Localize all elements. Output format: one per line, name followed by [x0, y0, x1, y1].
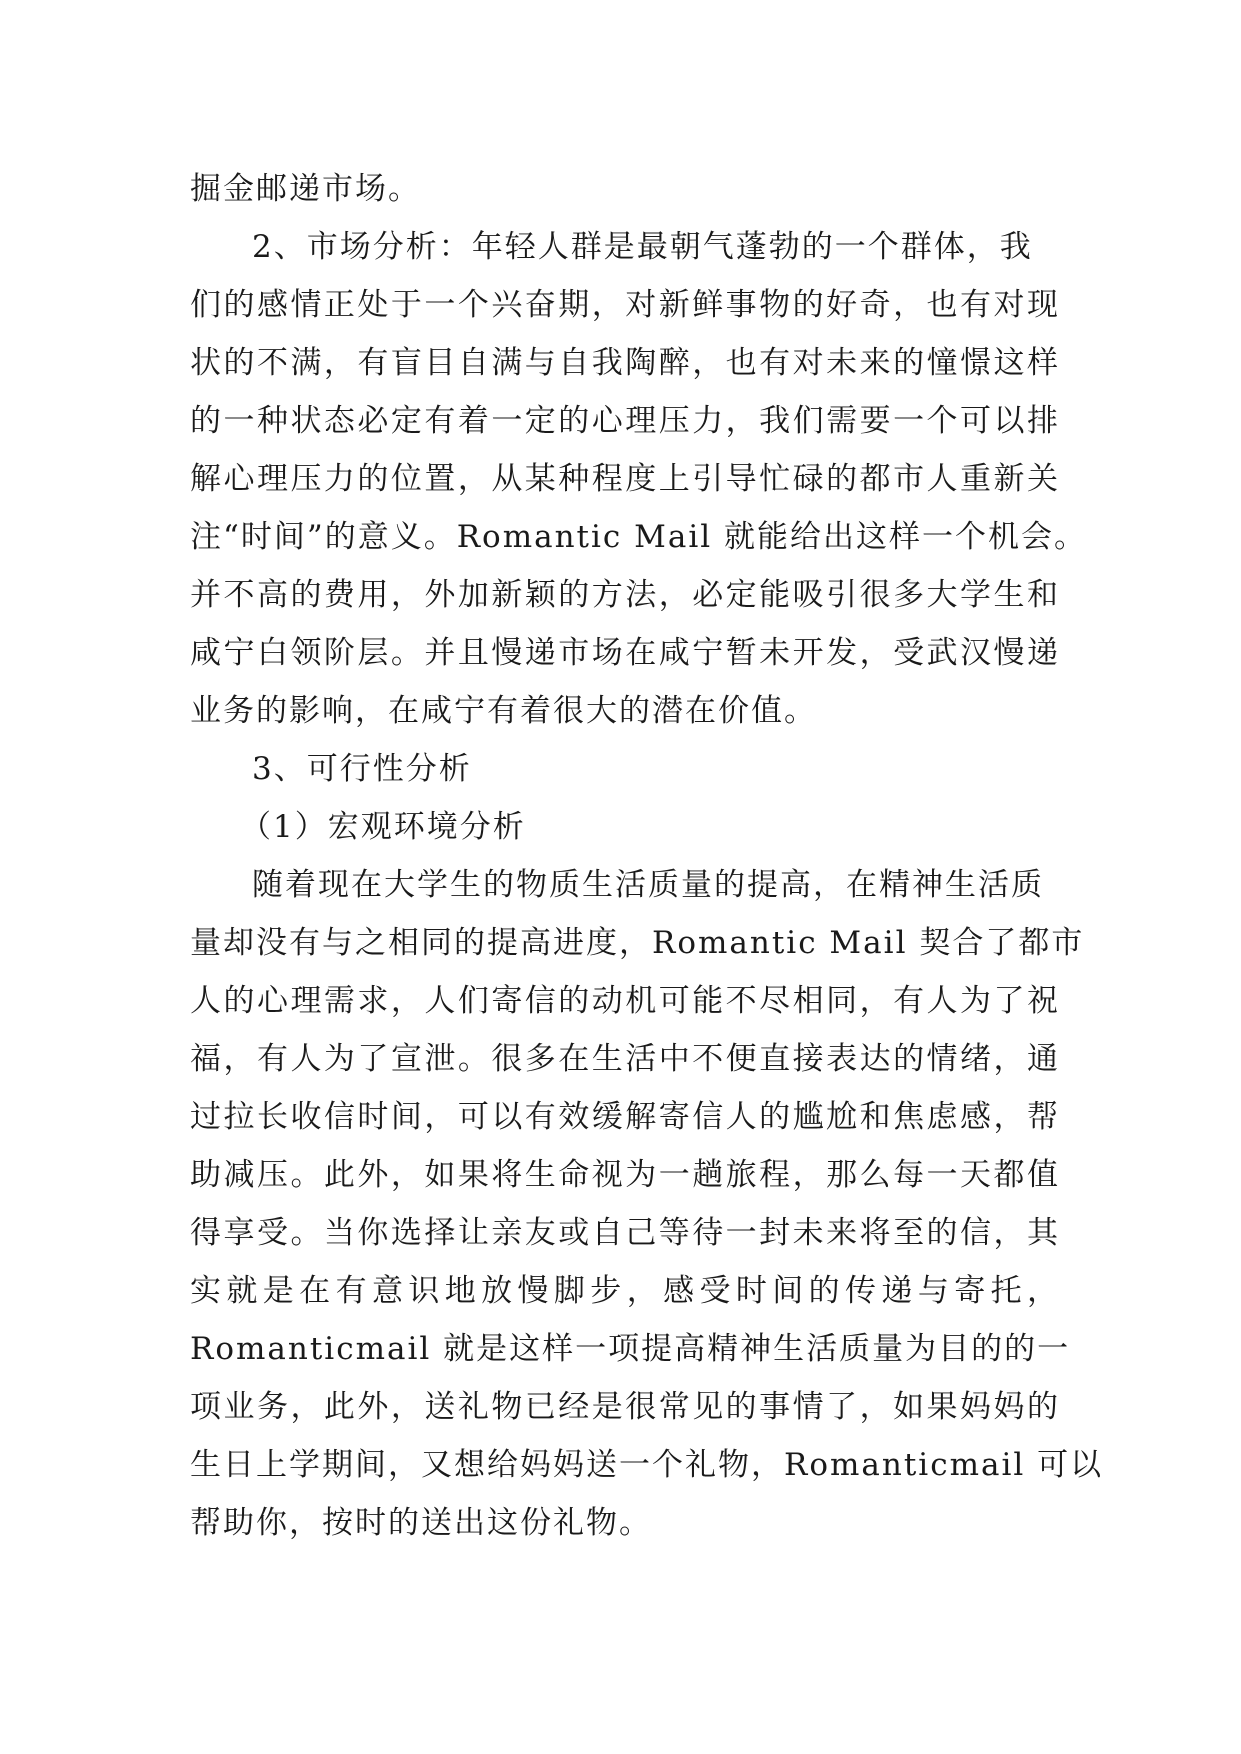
section-heading: 3、可行性分析 — [252, 751, 472, 787]
text-line: 注“时间”的意义。Romantic Mail 就能给出这样一个机会。 — [190, 519, 1088, 555]
text-line: 助减压。此外，如果将生命视为一趟旅程，那么每一天都值 — [190, 1157, 1060, 1193]
text-line: 得享受。当你选择让亲友或自己等待一封未来将至的信，其 — [190, 1215, 1060, 1251]
text-line: 掘金邮递市场。 — [190, 171, 421, 207]
text-line: 状的不满，有盲目自满与自我陶醉，也有对未来的憧憬这样 — [190, 345, 1060, 381]
text-line: 帮助你，按时的送出这份礼物。 — [190, 1505, 652, 1541]
subsection-heading: （1）宏观环境分析 — [240, 809, 526, 845]
text-line: 2、市场分析：年轻人群是最朝气蓬勃的一个群体，我 — [252, 229, 1033, 265]
text-line: 生日上学期间，又想给妈妈送一个礼物，Romanticmail 可以 — [190, 1447, 1104, 1483]
text-line: 福，有人为了宣泄。很多在生活中不便直接表达的情绪，通 — [190, 1041, 1060, 1077]
text-line: 人的心理需求，人们寄信的动机可能不尽相同，有人为了祝 — [190, 983, 1060, 1019]
text-line: 项业务，此外，送礼物已经是很常见的事情了，如果妈妈的 — [190, 1389, 1060, 1425]
text-line: Romanticmail 就是这样一项提高精神生活质量为目的的一 — [190, 1331, 1071, 1367]
text-line: 实就是在有意识地放慢脚步，感受时间的传递与寄托， — [190, 1273, 1060, 1309]
body-text — [190, 160, 1104, 1552]
text-line: 过拉长收信时间，可以有效缓解寄信人的尴尬和焦虑感，帮 — [190, 1099, 1060, 1135]
text-line: 量却没有与之相同的提高进度，Romantic Mail 契合了都市 — [190, 925, 1085, 961]
text-line: 的一种状态必定有着一定的心理压力，我们需要一个可以排 — [190, 403, 1060, 439]
text-line: 咸宁白领阶层。并且慢递市场在咸宁暂未开发，受武汉慢递 — [190, 635, 1060, 671]
text-line: 业务的影响，在咸宁有着很大的潜在价值。 — [190, 693, 817, 729]
text-line: 们的感情正处于一个兴奋期，对新鲜事物的好奇，也有对现 — [190, 287, 1060, 323]
text-line: 解心理压力的位置，从某种程度上引导忙碌的都市人重新关 — [190, 461, 1060, 497]
text-line: 随着现在大学生的物质生活质量的提高，在精神生活质 — [252, 867, 1044, 903]
text-line: 并不高的费用，外加新颖的方法，必定能吸引很多大学生和 — [190, 577, 1060, 613]
